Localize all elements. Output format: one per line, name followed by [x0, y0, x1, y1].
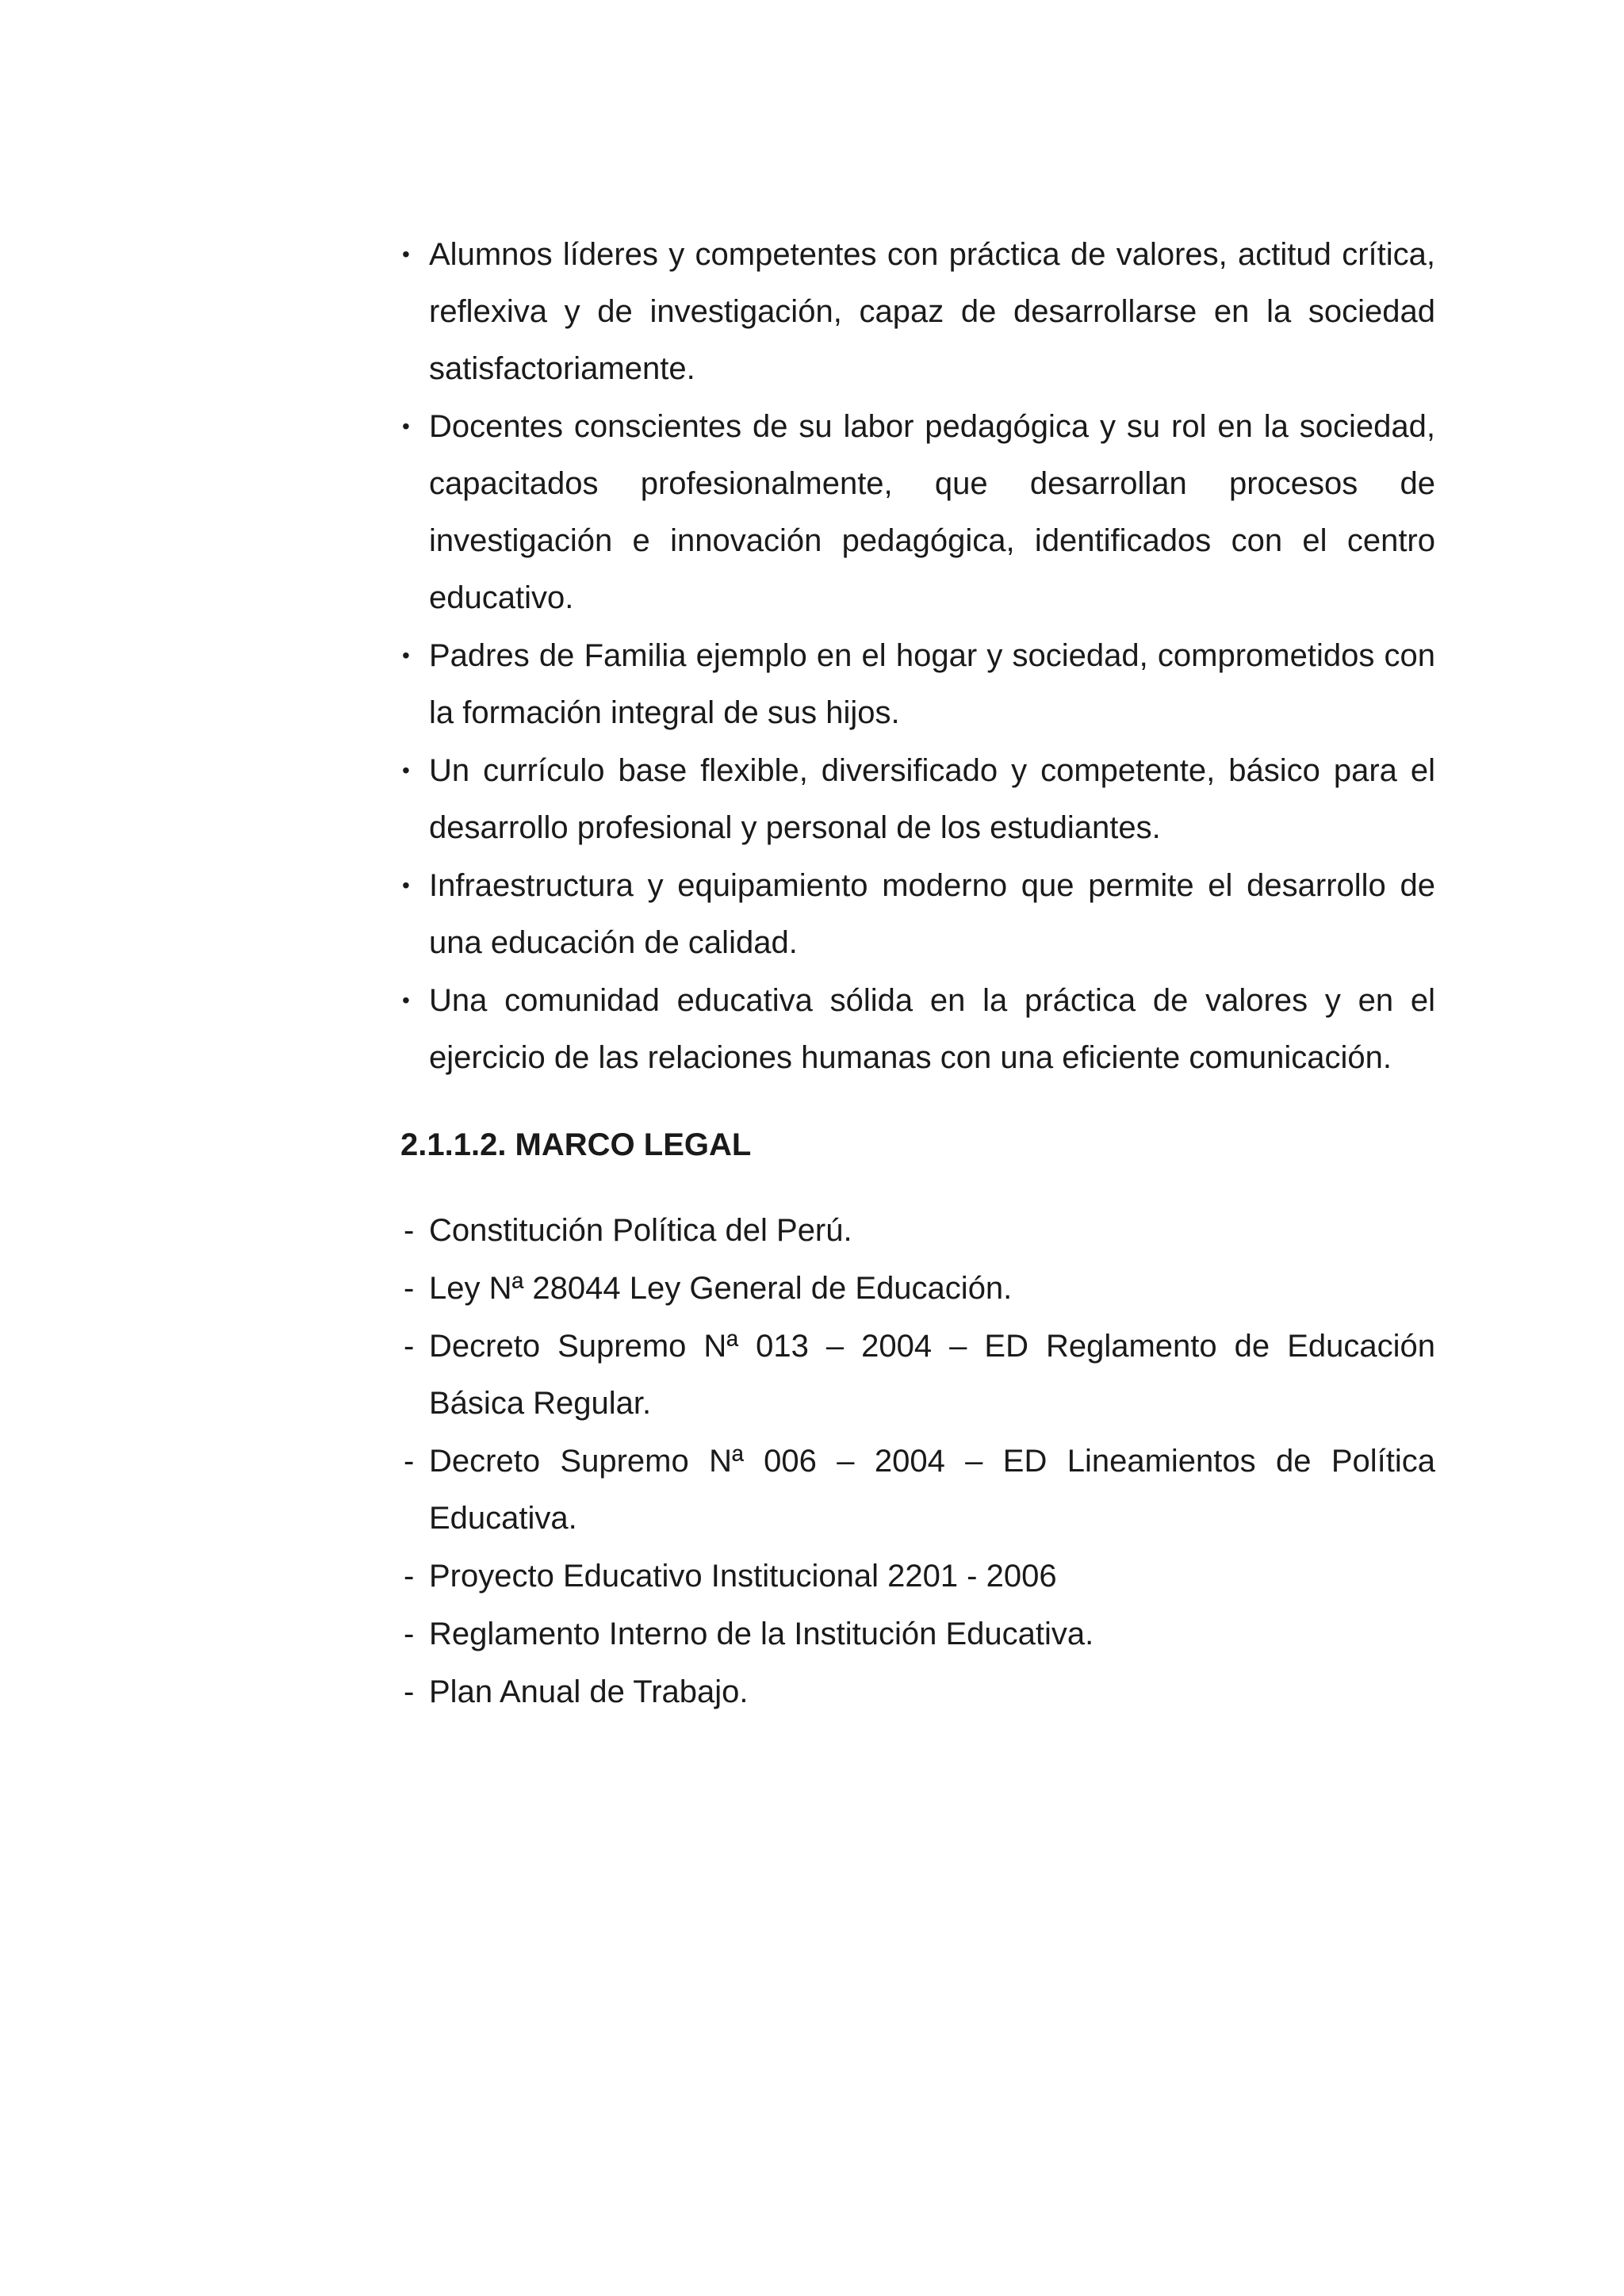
vision-bullet-list: [400, 226, 1435, 1086]
list-item: [400, 398, 1435, 626]
list-item: [400, 1202, 1435, 1259]
list-item-text: Padres de Familia ejemplo en el hogar y sociedad, comprometidos con la formación integral de sus hijos.: [429, 638, 1435, 730]
section-heading: 2.1.1.2. MARCO LEGAL: [400, 1127, 752, 1162]
list-item-text: Decreto Supremo Nª 006 – 2004 – ED Lineamientos de Política Educativa.: [429, 1444, 1435, 1536]
bullet-icon: •: [402, 873, 410, 897]
bullet-icon: •: [402, 988, 410, 1012]
dash-marker: -: [404, 1213, 415, 1248]
list-item: [400, 1260, 1435, 1317]
list-item-text: Constitución Política del Perú.: [429, 1213, 852, 1248]
legal-framework-list: [400, 1202, 1435, 1720]
dash-marker: -: [404, 1271, 415, 1306]
page-content: [400, 226, 1435, 1721]
list-item-text: Plan Anual de Trabajo.: [429, 1674, 749, 1709]
bullet-icon: •: [402, 414, 410, 438]
list-item-text: Una comunidad educativa sólida en la práctica de valores y en el ejercicio de las relaciones humanas con una eficiente comunicación.: [429, 983, 1435, 1075]
list-item-text: Decreto Supremo Nª 013 – 2004 – ED Reglamento de Educación Básica Regular.: [429, 1329, 1435, 1421]
list-item-text: Alumnos líderes y competentes con práctica de valores, actitud crítica, reflexiva y de investigación, capaz de desarrollarse en la sociedad satisfactoriamente.: [429, 237, 1435, 386]
dash-marker: -: [404, 1559, 415, 1594]
dash-marker: -: [404, 1329, 415, 1364]
list-item-text: Reglamento Interno de la Institución Educativa.: [429, 1617, 1094, 1651]
list-item-text: Infraestructura y equipamiento moderno que permite el desarrollo de una educación de calidad.: [429, 868, 1435, 960]
list-item: [400, 742, 1435, 856]
list-item: [400, 226, 1435, 397]
list-item: [400, 857, 1435, 971]
list-item-text: Ley Nª 28044 Ley General de Educación.: [429, 1271, 1013, 1306]
list-item-text: Docentes conscientes de su labor pedagógica y su rol en la sociedad, capacitados profesionalmente, que desarrollan procesos de investigación e innovación pedagógica, identificados con el centro educativo.: [429, 409, 1435, 615]
list-item: [400, 972, 1435, 1086]
list-item: [400, 1318, 1435, 1432]
bullet-icon: •: [402, 242, 410, 266]
dash-marker: -: [404, 1444, 415, 1479]
list-item: [400, 1605, 1435, 1663]
list-item: [400, 627, 1435, 741]
list-item-text: Un currículo base flexible, diversificado y competente, básico para el desarrollo profesional y personal de los estudiantes.: [429, 753, 1435, 845]
dash-marker: -: [404, 1674, 415, 1709]
bullet-icon: •: [402, 643, 410, 668]
list-item: [400, 1433, 1435, 1547]
dash-marker: -: [404, 1617, 415, 1651]
list-item: [400, 1548, 1435, 1605]
list-item-text: Proyecto Educativo Institucional 2201 - 2006: [429, 1559, 1057, 1594]
bullet-icon: •: [402, 758, 410, 783]
list-item: [400, 1663, 1435, 1720]
